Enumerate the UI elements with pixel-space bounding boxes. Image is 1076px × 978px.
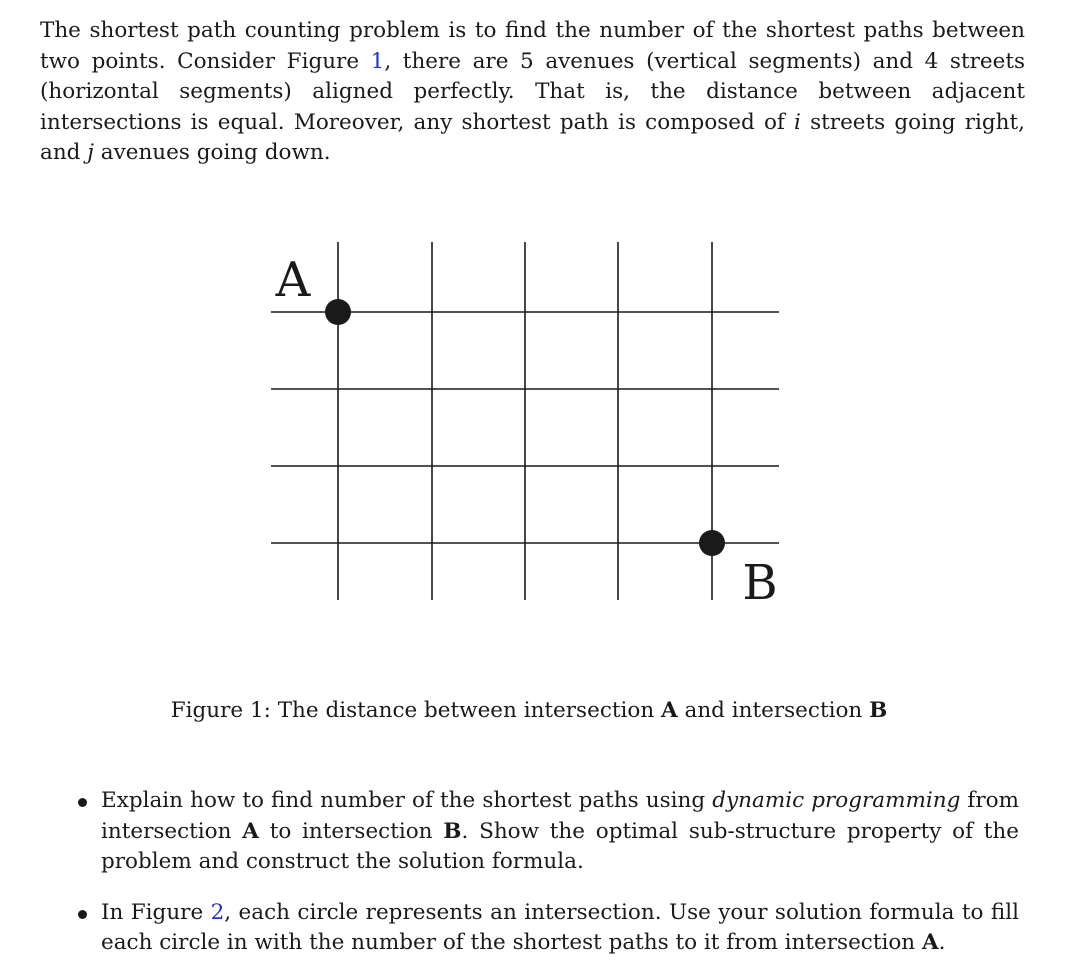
task-item-2 bbox=[0, 898, 1019, 959]
label-b: B bbox=[742, 555, 778, 611]
task-2-point-a: A bbox=[921, 930, 939, 955]
bullet-dot-icon bbox=[78, 798, 87, 807]
intro-text-3: streets going right, and bbox=[40, 109, 1025, 165]
bullet-dot-icon bbox=[78, 910, 87, 919]
intersection-a-marker bbox=[325, 299, 351, 325]
task-2-text-3: . bbox=[938, 930, 946, 955]
task-item-1 bbox=[0, 786, 1019, 878]
task-1-text-3: to intersection bbox=[258, 818, 444, 844]
figure-1-grid bbox=[0, 230, 1076, 620]
task-1-emphasis: dynamic programming bbox=[712, 788, 961, 813]
figure-2-link[interactable]: 2 bbox=[210, 899, 225, 925]
task-2-text-1: In Figure bbox=[101, 899, 211, 925]
caption-point-b: B bbox=[869, 698, 888, 723]
task-1-text-2: from intersection bbox=[101, 788, 1019, 844]
variable-i: i bbox=[794, 109, 801, 135]
caption-point-a: A bbox=[661, 698, 678, 723]
intersection-b-marker bbox=[699, 530, 725, 556]
task-list bbox=[0, 786, 1076, 959]
intro-paragraph bbox=[40, 16, 1025, 169]
intro-text-2: , there are 5 avenues (vertical segments) and 4 streets (horizontal segments) aligned perfectly. That is, the distance between adjacent intersections is equal. Moreover, any shortest path is composed of bbox=[40, 48, 1025, 135]
intro-text-1: The shortest path counting problem is to find the number of the shortest paths between two points. Consider Figure bbox=[40, 18, 1025, 74]
task-1-text-4: . Show the optimal sub-structure property of the problem and construct the solution formula. bbox=[101, 818, 1020, 874]
label-a: A bbox=[275, 252, 311, 308]
intro-text-4: avenues going down. bbox=[93, 140, 331, 165]
figure-1-link[interactable]: 1 bbox=[370, 48, 385, 74]
task-2-text-2: , each circle represents an intersection. Use your solution formula to fill each circle in with the number of the shortest paths to it from intersection bbox=[101, 899, 1019, 955]
variable-j: j bbox=[87, 140, 94, 165]
task-1-point-b: B bbox=[443, 818, 462, 844]
caption-mid: and intersection bbox=[677, 698, 870, 723]
figure-1-caption bbox=[0, 696, 1058, 726]
caption-prefix: Figure 1: The distance between intersection bbox=[170, 698, 661, 723]
task-1-text-1: Explain how to find number of the shortest paths using bbox=[101, 788, 713, 813]
task-1-point-a: A bbox=[242, 818, 259, 844]
